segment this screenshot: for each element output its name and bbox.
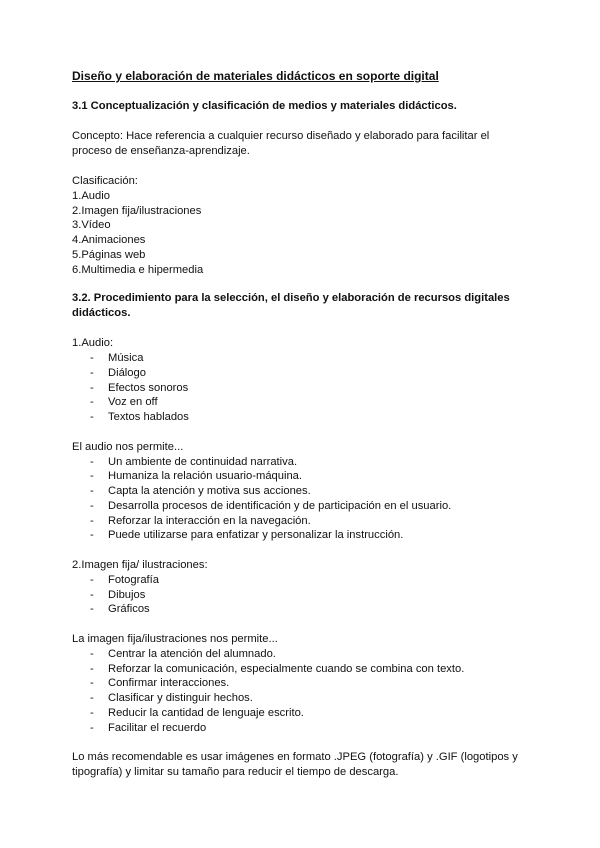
document-title: Diseño y elaboración de materiales didácticos en soporte digital: [72, 69, 439, 83]
list-item: 1.Audio: [72, 190, 110, 202]
audio-permite-label: El audio nos permite...: [72, 440, 184, 453]
audio-items-list: [72, 351, 528, 425]
list-item: - Diálogo: [90, 366, 528, 381]
list-item: - Voz en off: [90, 395, 528, 410]
imagen-label: 2.Imagen fija/ ilustraciones:: [72, 558, 208, 571]
list-item: - Dibujos: [90, 588, 528, 603]
list-item: 4.Animaciones: [72, 234, 146, 247]
list-item: - Puede utilizarse para enfatizar y personalizar la instrucción.: [90, 528, 528, 543]
list-item: - Desarrolla procesos de identificación y de participación en el usuario.: [90, 499, 528, 514]
list-item: - Gráficos: [90, 602, 528, 617]
list-item: - Confirmar interacciones.: [90, 676, 528, 691]
imagen-permite-label: La imagen fija/ilustraciones nos permite...: [72, 633, 278, 646]
audio-label: 1.Audio:: [72, 337, 114, 350]
list-item: - Reforzar la comunicación, especialmente cuando se combina con texto.: [90, 662, 528, 677]
list-item: - Fotografía: [90, 573, 528, 588]
list-item: - Humaniza la relación usuario-máquina.: [90, 469, 528, 484]
list-item: - Capta la atención y motiva sus acciones.: [90, 484, 528, 499]
section-1-heading: 3.1 Conceptualización y clasificación de medios y materiales didácticos.: [72, 100, 457, 112]
imagen-permite-list: [72, 647, 528, 735]
list-item: - Música: [90, 351, 528, 366]
list-item: - Reforzar la interacción en la navegación.: [90, 514, 528, 529]
list-item: 3.Vídeo: [72, 219, 111, 232]
clasificacion-list: [72, 189, 528, 277]
list-item: - Un ambiente de continuidad narrativa.: [90, 455, 528, 470]
imagen-items-list: [72, 573, 528, 617]
list-item: - Textos hablados: [90, 410, 528, 425]
list-item: - Centrar la atención del alumnado.: [90, 647, 528, 662]
audio-permite-list: [72, 455, 528, 543]
list-item: - Efectos sonoros: [90, 381, 528, 396]
list-item: - Reducir la cantidad de lenguaje escrito.: [90, 706, 528, 721]
concepto-paragraph: Concepto: Hace referencia a cualquier recurso diseñado y elaborado para facilitar el proceso de enseñanza-aprendizaje.: [72, 130, 490, 157]
list-item: - Facilitar el recuerdo: [90, 721, 528, 736]
list-item: 2.Imagen fija/ilustraciones: [72, 204, 202, 217]
list-item: - Clasificar y distinguir hechos.: [90, 691, 528, 706]
list-item: 6.Multimedia e hipermedia: [72, 263, 204, 276]
list-item: 5.Páginas web: [72, 248, 146, 261]
clasificacion-label: Clasificación:: [72, 175, 138, 187]
section-2-heading: 3.2. Procedimiento para la selección, el diseño y elaboración de recursos digitales didácticos.: [72, 292, 510, 320]
recomendacion-paragraph: Lo más recomendable es usar imágenes en formato .JPEG (fotografía) y .GIF (logotipos y tipografía) y limitar su tamaño para reducir el tiempo de descarga.: [72, 751, 518, 779]
